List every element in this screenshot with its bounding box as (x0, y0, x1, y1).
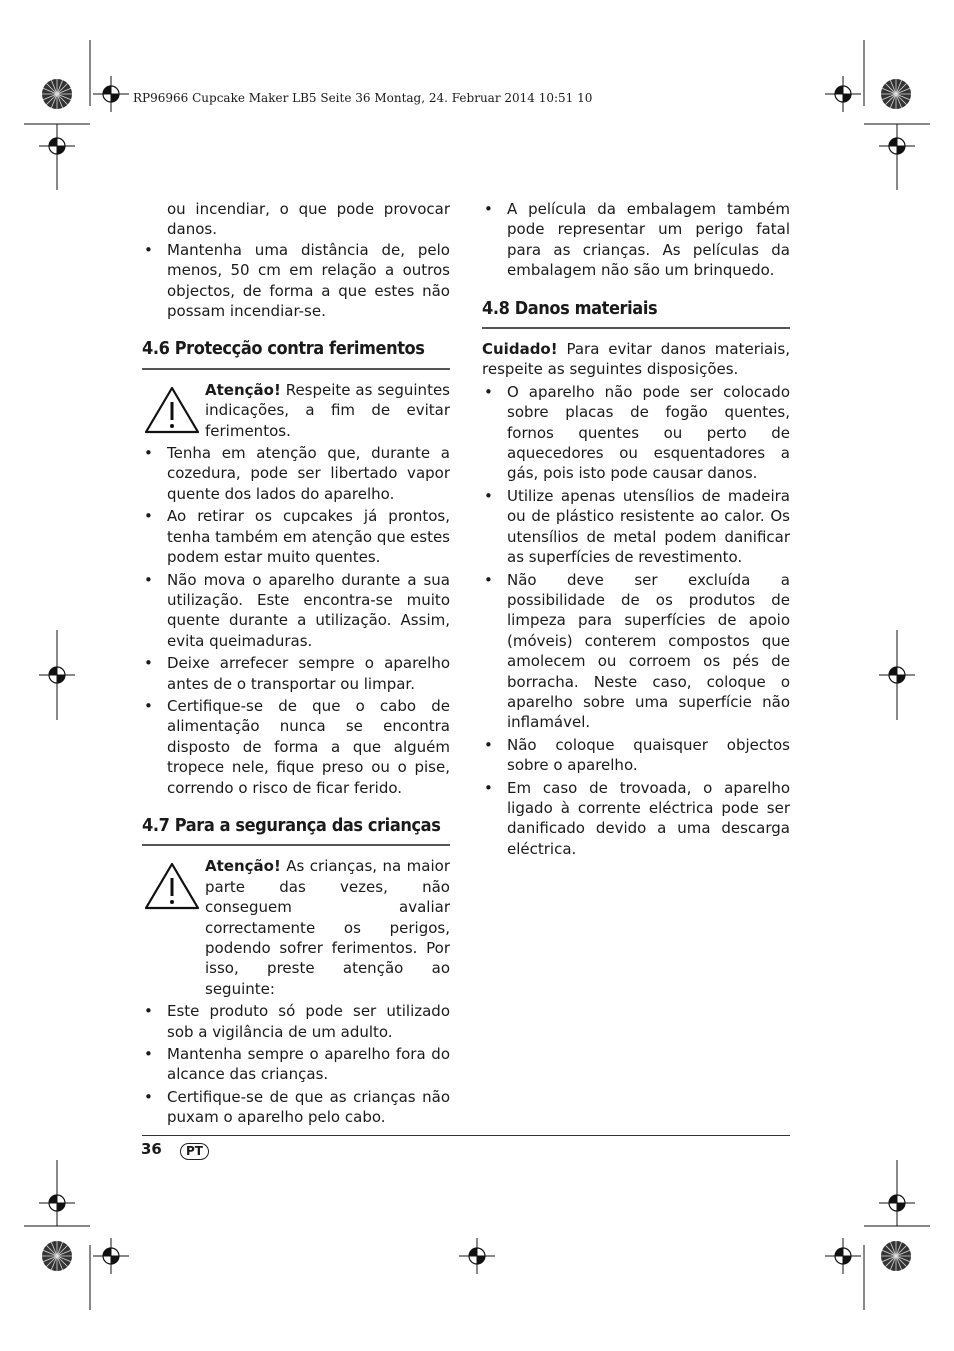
bullet-icon: • (484, 200, 493, 218)
bullet-icon: • (144, 1045, 153, 1064)
warning-note (142, 380, 450, 441)
print-slug: RP96966 Cupcake Maker LB5 Seite 36 Montag, 24. Februar 2014 10:51 10 (133, 91, 593, 105)
list-item: • Tenha em atenção que, durante a cozedura, pode ser libertado vapor quente dos lados do aparelho. (144, 444, 450, 503)
bullet-icon: • (144, 1087, 153, 1106)
section-heading-4-8: 4.8 Danos materiais (482, 299, 790, 329)
bullet-icon: • (144, 507, 153, 526)
list-item: • Não coloque quaisquer objectos sobre o aparelho. (484, 735, 790, 775)
bullet-icon: • (144, 444, 153, 463)
bullet-icon: • (484, 486, 493, 505)
bullet-icon: • (144, 1002, 153, 1021)
list-item: • O aparelho não pode ser colocado sobre placas de fogão quentes, fornos quentes ou perto de aquecedores ou esquentadores a gás, pois isto pode causar danos. (484, 382, 790, 483)
list-item: • Utilize apenas utensílios de madeira ou de plástico resistente ao calor. Os utensílios de metal podem danificar as superfícies de revestimento. (484, 486, 790, 567)
bullet-icon: • (144, 570, 153, 589)
list-item: • Certifique-se de que as crianças não puxam o aparelho pelo cabo. (144, 1087, 450, 1127)
caution-note (482, 339, 790, 380)
warning-text: Respeite as seguintes indicações, a fim de evitar ferimentos. (205, 380, 450, 440)
list-item: • Certifique-se de que o cabo de alimentação nunca se encontra disposto de forma a que alguém tropece nele, fique preso ou o pise, correndo o risco de ficar ferido. (144, 696, 450, 797)
warning-triangle-icon (144, 862, 200, 910)
bullet-icon: • (144, 696, 153, 715)
list-item: • Ao retirar os cupcakes já prontos, tenha também em atenção que estes podem estar muito quentes. (144, 507, 450, 567)
list-item: • Mantenha sempre o aparelho fora do alcance das crianças. (144, 1045, 450, 1084)
section-heading-4-7: 4.7 Para a segurança das crianças (142, 816, 450, 846)
list-item: • Deixe arrefecer sempre o aparelho antes de o transportar ou limpar. (144, 654, 450, 693)
list-item: • A película da embalagem também pode representar um perigo fatal para as crianças. As películas da embalagem não são um brinquedo. (484, 200, 790, 280)
list-item: • Mantenha uma distância de, pelo menos, 50 cm em relação a outros objectos, de forma a que estes não possam incendiar-se. (144, 240, 450, 321)
caution-label: Cuidado! (482, 340, 558, 359)
list-item: • Em caso de trovoada, o aparelho ligado à corrente eléctrica pode ser danificado devido a uma descarga eléctrica. (484, 778, 790, 858)
footer-rule (142, 1135, 790, 1136)
language-badge: PT (180, 1143, 209, 1160)
page-number: 36 (141, 1140, 162, 1158)
warning-triangle-icon (144, 386, 200, 434)
list-item: • Não mova o aparelho durante a sua utilização. Este encontra-se muito quente durante a utilização. Assim, evita queimaduras. (144, 570, 450, 650)
section-heading-4-6: 4.6 Protecção contra ferimentos (142, 339, 450, 369)
caution-text: Para evitar danos materiais, respeite as seguintes disposições. (482, 340, 790, 379)
bullet-icon: • (484, 382, 493, 401)
warning-text: As crianças, na maior parte das vezes, não conseguem avaliar correctamente os perigos, podendo sofrer ferimentos. Por isso, preste atenção ao seguinte: (205, 857, 450, 998)
bullet-icon: • (144, 240, 153, 259)
list-item: • Não deve ser excluída a possibilidade de os produtos de limpeza para superfícies de apoio (móveis) conterem compostos que amolecem ou corroem os pés de borracha. Neste caso, coloque o aparelho sobre uma superfície não inflamável. (484, 570, 790, 732)
paragraph-continued: ou incendiar, o que pode provocar danos. (167, 200, 450, 239)
warning-label: Atenção! (205, 380, 281, 399)
right-column (482, 199, 790, 861)
left-column (142, 199, 450, 1130)
warning-note (142, 856, 450, 999)
bullet-icon: • (484, 735, 493, 754)
list-item: • Este produto só pode ser utilizado sob a vigilância de um adulto. (144, 1002, 450, 1041)
warning-label: Atenção! (205, 857, 281, 876)
bullet-icon: • (484, 570, 493, 589)
bullet-icon: • (484, 778, 493, 797)
bullet-icon: • (144, 654, 153, 673)
